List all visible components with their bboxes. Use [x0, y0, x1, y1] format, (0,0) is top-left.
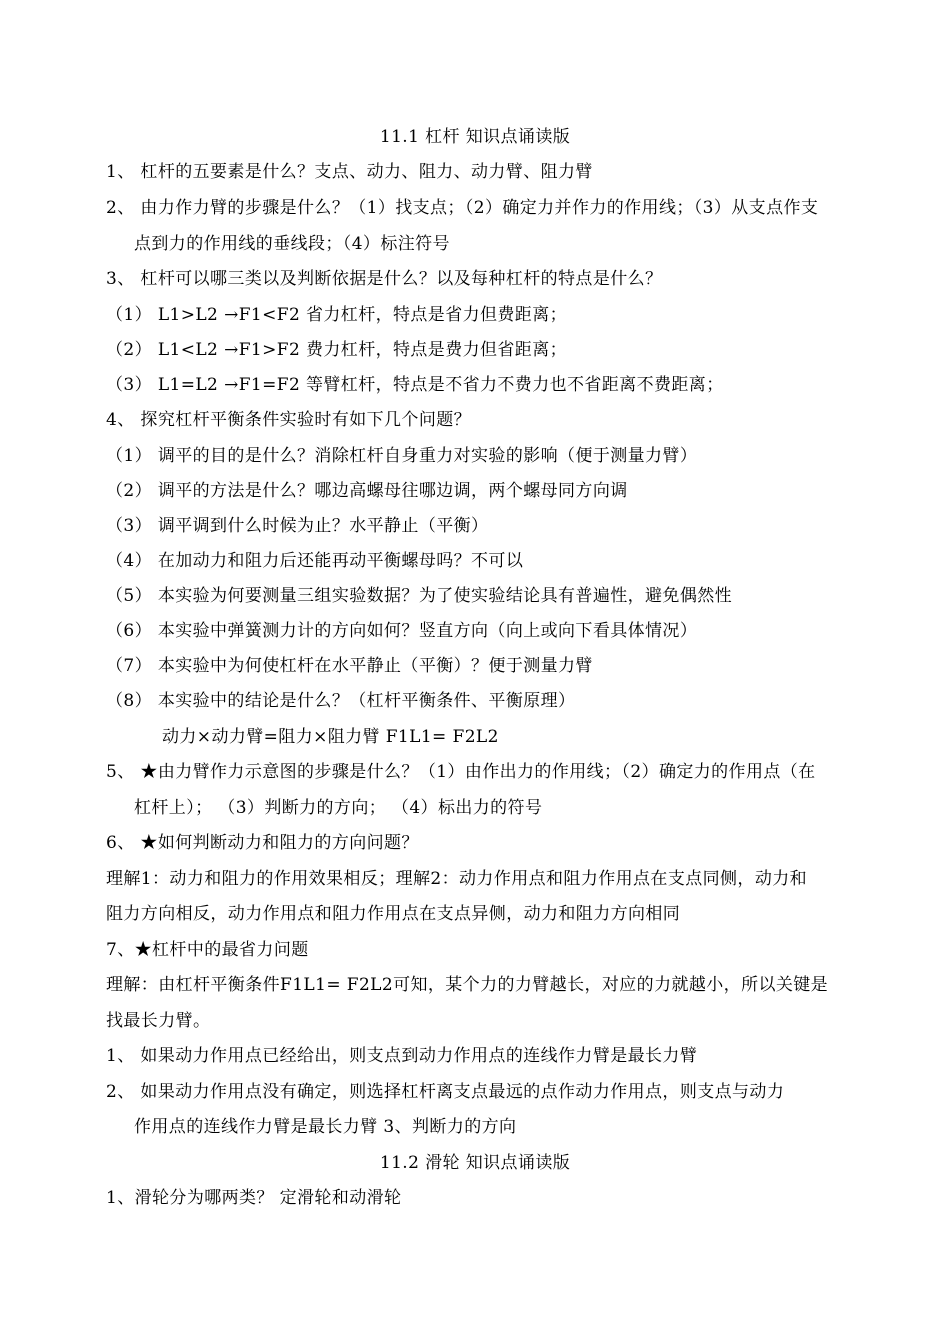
text-line: 作用点的连线作力臂是最长力臂 3、判断力的方向 [134, 1117, 517, 1137]
text-line: 找最长力臂。 [106, 1011, 211, 1031]
text-line: （2） 调平的方法是什么？哪边高螺母往哪边调，两个螺母同方向调 [106, 481, 628, 501]
text-line: （3） 调平调到什么时候为止？水平静止（平衡） [106, 516, 489, 536]
text-line: 1、 杠杆的五要素是什么？支点、动力、阻力、动力臂、阻力臂 [106, 162, 593, 182]
text-line: （1） 调平的目的是什么？消除杠杆自身重力对实验的影响（便于测量力臂） [106, 446, 698, 466]
text-line: 理解1：动力和阻力的作用效果相反；理解2：动力作用点和阻力作用点在支点同侧，动力和 [106, 869, 808, 889]
text-line: 4、 探究杠杆平衡条件实验时有如下几个问题？ [106, 410, 472, 430]
section-title-lever: 11.1 杠杆 知识点诵读版 [379, 127, 571, 147]
text-line: （6） 本实验中弹簧测力计的方向如何？竖直方向（向上或向下看具体情况） [106, 621, 698, 641]
text-line: 点到力的作用线的垂线段；（4）标注符号 [134, 234, 450, 254]
text-line: （7） 本实验中为何使杠杆在水平静止（平衡）？便于测量力臂 [106, 656, 593, 676]
text-line: 1、滑轮分为哪两类？ 定滑轮和动滑轮 [106, 1188, 402, 1208]
text-line: 6、 ★如何判断动力和阻力的方向问题？ [106, 833, 419, 853]
text-line: （8） 本实验中的结论是什么？（杠杆平衡条件、平衡原理） [106, 691, 576, 711]
text-line: （3） L1=L2 →F1=F2 等臂杠杆，特点是不省力不费力也不省距离不费距离； [106, 375, 724, 395]
text-line: 5、 ★由力臂作力示意图的步骤是什么？（1）由作出力的作用线；（2）确定力的作用点（在 [106, 762, 816, 782]
text-line: 2、 由力作力臂的步骤是什么？（1）找支点；（2）确定力并作力的作用线；（3）从支点作支 [106, 198, 819, 218]
formula-line: 动力×动力臂=阻力×阻力臂 F1L1= F2L2 [162, 727, 499, 747]
text-line: 3、 杠杆可以哪三类以及判断依据是什么？以及每种杠杆的特点是什么？ [106, 269, 663, 289]
text-line: （5） 本实验为何要测量三组实验数据？为了使实验结论具有普遍性，避免偶然性 [106, 586, 733, 606]
text-line: 7、★杠杆中的最省力问题 [106, 940, 309, 960]
text-line: 杠杆上）； （3）判断力的方向； （4）标出力的符号 [134, 798, 543, 818]
text-line: （2） L1<L2 →F1>F2 费力杠杆，特点是费力但省距离； [106, 340, 567, 360]
text-line: 阻力方向相反，动力作用点和阻力作用点在支点异侧，动力和阻力方向相同 [106, 904, 681, 924]
text-line: 1、 如果动力作用点已经给出，则支点到动力作用点的连线作力臂是最长力臂 [106, 1046, 698, 1066]
text-line: 2、 如果动力作用点没有确定，则选择杠杆离支点最远的点作动力作用点，则支点与动力 [106, 1082, 785, 1102]
text-line: （1） L1>L2 →F1<F2 省力杠杆，特点是省力但费距离； [106, 305, 567, 325]
section-title-pulley: 11.2 滑轮 知识点诵读版 [379, 1153, 571, 1173]
text-line: 理解：由杠杆平衡条件F1L1= F2L2可知，某个力的力臂越长，对应的力就越小，所以关键是 [106, 975, 829, 995]
text-line: （4） 在加动力和阻力后还能再动平衡螺母吗？不可以 [106, 551, 524, 571]
